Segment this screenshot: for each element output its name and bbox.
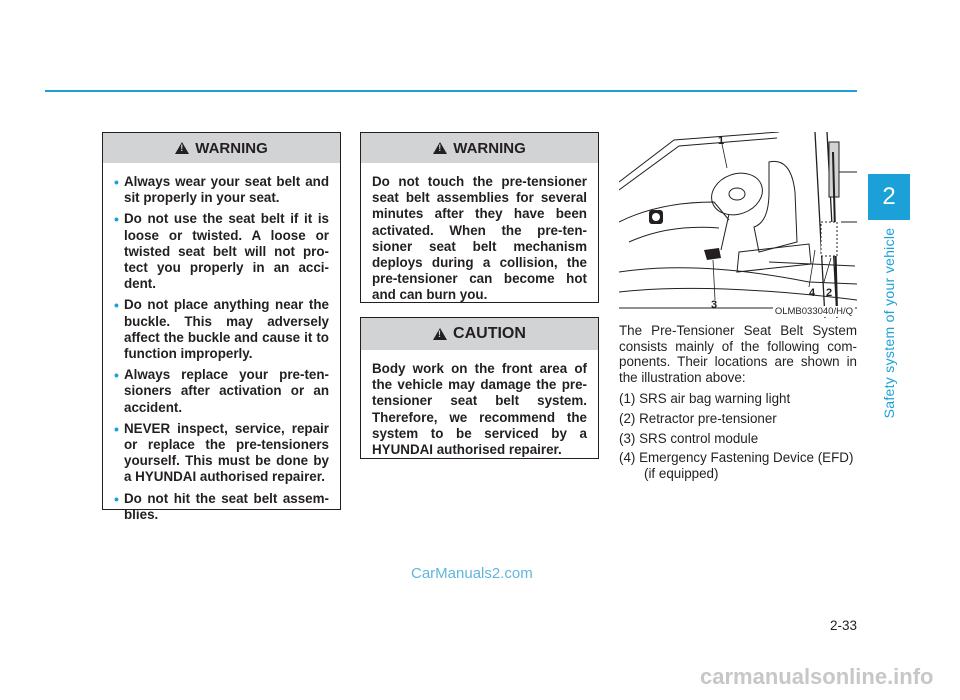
component-description (619, 323, 857, 485)
caution-header (361, 318, 598, 350)
component-item: (2) Retractor pre-tensioner (619, 410, 777, 426)
watermark-carmanualsonline: carmanualsonline.info (700, 664, 934, 689)
warning-triangle-icon (175, 142, 189, 154)
warning-item: • Always replace your pre-ten-sioners after activation or an accident. (114, 367, 329, 416)
chapter-title-vertical (877, 228, 901, 418)
page-number: 2-33 (829, 618, 857, 633)
warning-box-seat-belt (102, 132, 341, 522)
component-item: (3) SRS control module (619, 430, 759, 446)
figure-caption: OLMB033040/H/Q (774, 306, 853, 317)
warning-item: • Do not place anything near the buckle. This may adversely affect the buckle and cause it to function improperly. (114, 297, 329, 362)
warning-text: Do not touch the pre-tensioner seat belt assemblies for several minutes after they have been activated. When the pre-ten-sioner seat belt mechanism deploys during a collision, the pre-tensioner can become hot and can burn you. (372, 174, 587, 303)
description-intro: The Pre-Tensioner Seat Belt System consists mainly of the following com-ponents. Their locations are shown in the illustration above: (619, 323, 857, 385)
warning-body (361, 163, 598, 304)
callout-1: 1 (718, 135, 725, 147)
callout-3: 3 (711, 299, 718, 311)
warning-item: • Do not hit the seat belt assem-blies. (114, 491, 329, 523)
warning-item: • Do not use the seat belt if it is loose or twisted. A loose or twisted seat belt will not pro-tect you properly in an acci-dent. (114, 211, 329, 292)
caution-text: Body work on the front area of the vehicle may damage the pre-tensioner seat belt system. Therefore, we recommend the system to be serviced by a HYUNDAI authorised repairer. (372, 361, 587, 458)
chapter-number-tab (868, 174, 910, 220)
warning-item: • NEVER inspect, service, repair or replace the pre-tensioners yourself. This must be done by a HYUNDAI authorised repairer. (114, 421, 329, 486)
callout-2: 2 (826, 287, 833, 299)
callout-4: 4 (809, 287, 816, 299)
caution-body (361, 350, 598, 458)
caution-triangle-icon (433, 328, 447, 340)
warning-box-pretensioner (360, 132, 599, 303)
caution-heading: CAUTION (453, 325, 526, 342)
warning-heading: WARNING (453, 139, 526, 157)
chapter-number: 2 (882, 183, 896, 210)
warning-heading: WARNING (195, 139, 268, 157)
warning-body (103, 163, 340, 523)
chapter-title: Safety system of your vehicle (881, 227, 897, 419)
seat-belt-illustration (619, 132, 857, 318)
header-rule (45, 90, 857, 92)
component-item: (4) Emergency Fastening Device (EFD) (if equipped) (619, 450, 854, 481)
warning-header (103, 133, 340, 163)
warning-header (361, 133, 598, 163)
warning-item: • Always wear your seat belt and sit properly in your seat. (114, 174, 329, 206)
car-interior-drawing (619, 132, 857, 318)
warning-list (114, 174, 329, 523)
watermark-carmanuals2[interactable]: CarManuals2.com (411, 565, 533, 582)
component-item: (1) SRS air bag warning light (619, 391, 791, 407)
warning-triangle-icon (433, 142, 447, 154)
caution-box (360, 317, 599, 459)
